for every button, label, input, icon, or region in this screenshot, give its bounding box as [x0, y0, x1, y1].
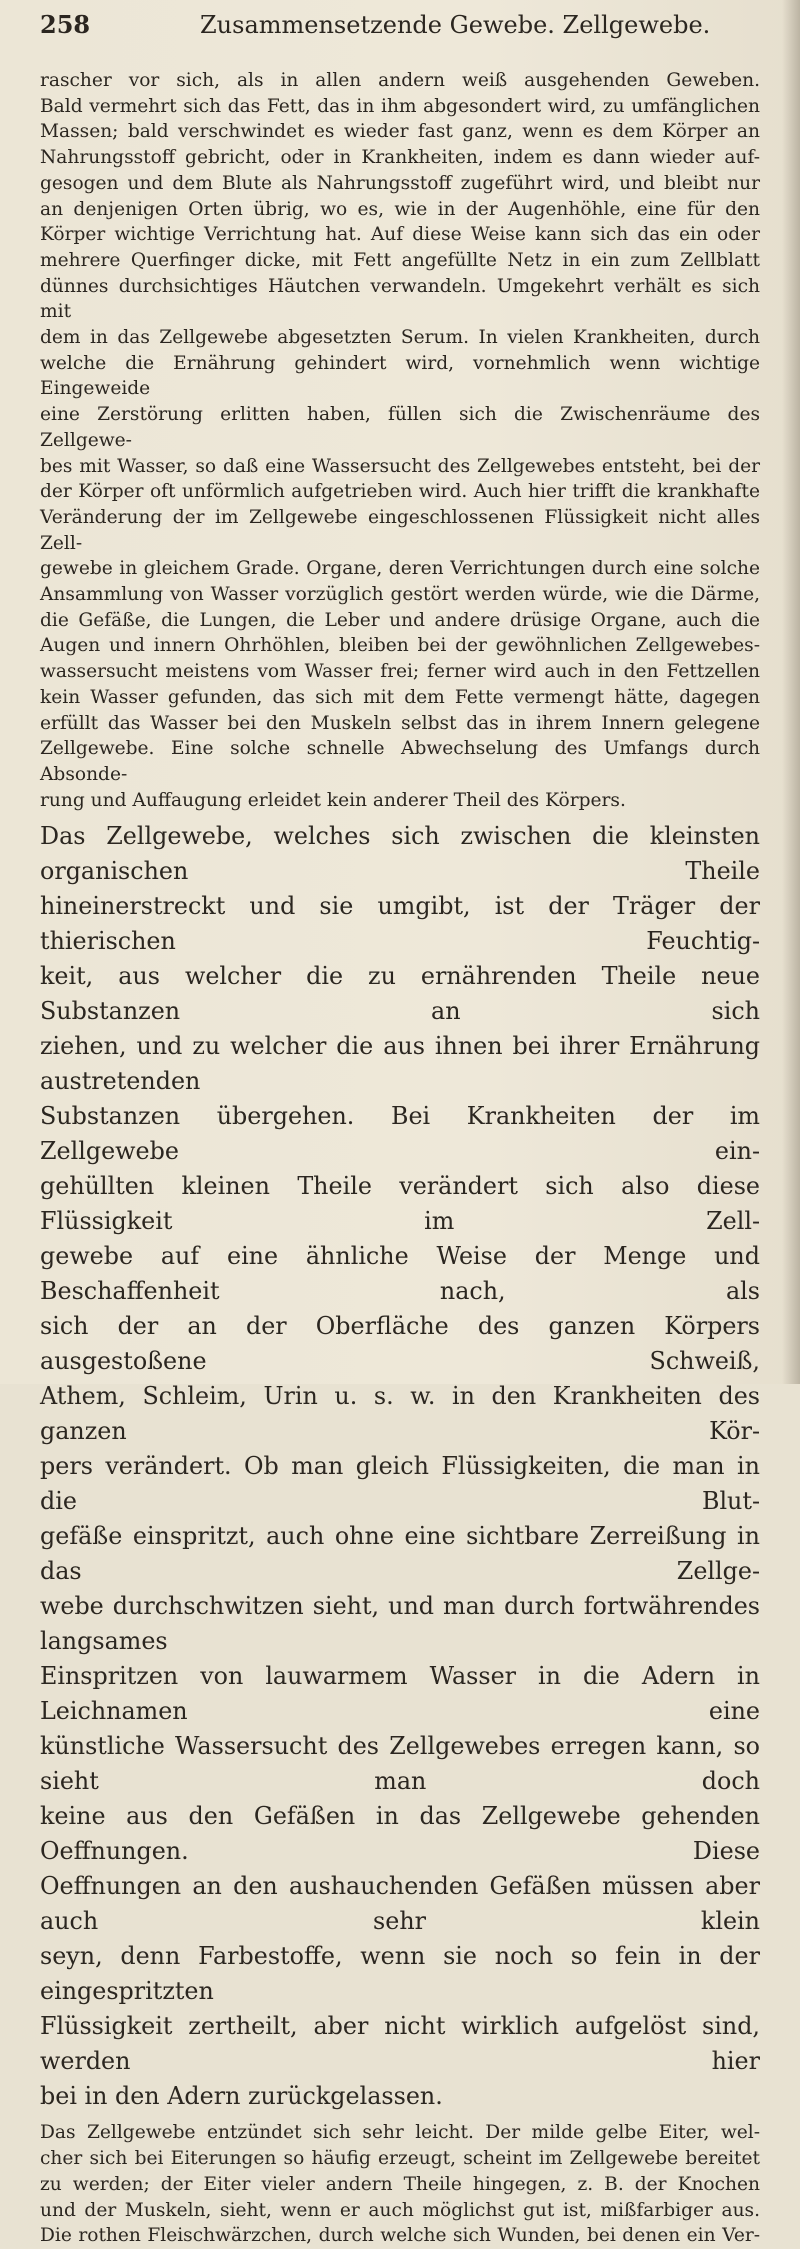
text-line: cher sich bei Eiterungen so häufig erzeugt, scheint im Zellgewebe bereitet — [40, 2148, 760, 2170]
text-line: dem in das Zellgewebe abgesetzten Serum. In vielen Krankheiten, durch — [40, 327, 760, 349]
text-line: gehüllten kleinen Theile verändert sich also diese Flüssigkeit im Zell- — [40, 1172, 760, 1236]
page-number: 258 — [40, 10, 91, 39]
text-line: Das Zellgewebe, welches sich zwischen die kleinsten organischen Theile — [40, 822, 760, 886]
text-line: gefäße einspritzt, auch ohne eine sichtbare Zerreißung in das Zellge- — [40, 1522, 760, 1586]
text-line: Substanzen übergehen. Bei Krankheiten der im Zellgewebe ein- — [40, 1102, 760, 1166]
text-line: Einspritzen von lauwarmem Wasser in die Adern in Leichnamen eine — [40, 1662, 760, 1726]
text-line: welche die Ernährung gehindert wird, vornehmlich wenn wichtige Eingeweide — [40, 352, 760, 400]
text-line: künstliche Wassersucht des Zellgewebes erregen kann, so sieht man doch — [40, 1732, 760, 1796]
page-header — [40, 10, 760, 68]
text-line: eine Zerstörung erlitten haben, füllen sich die Zwischenräume des Zellgewe- — [40, 404, 760, 451]
text-line: Zellgewebe. Eine solche schnelle Abwechselung des Umfangs durch Absonde- — [40, 738, 760, 785]
text-line: Bald vermehrt sich das Fett, das in ihm abgesondert wird, zu umfänglichen — [40, 95, 760, 117]
paragraph-2 — [40, 819, 760, 2114]
text-line: Flüssigkeit zertheilt, aber nicht wirklich aufgelöst sind, werden hier — [40, 2012, 760, 2076]
text-line: Die rothen Fleischwärzchen, durch welche sich Wunden, bei denen ein Ver- — [40, 2225, 760, 2247]
text-line: gesogen und dem Blute als Nahrungsstoff zugeführt wird, und bleibt nur — [40, 172, 760, 194]
text-line: Oeffnungen an den aushauchenden Gefäßen müssen aber auch sehr klein — [40, 1872, 760, 1936]
text-line: die Gefäße, die Lungen, die Leber und andere drüsige Organe, auch die — [40, 609, 760, 631]
paragraph-1 — [40, 68, 760, 813]
text-line: rung und Auffaugung erleidet kein anderer Theil des Körpers. — [40, 789, 626, 811]
text-line: keine aus den Gefäßen in das Zellgewebe gehenden Oeffnungen. Diese — [40, 1802, 760, 1866]
paragraph-3 — [40, 2120, 760, 2249]
text-line: rascher vor sich, als in allen andern weiß ausgehenden Geweben. — [40, 70, 760, 91]
text-line: und der Muskeln, sieht, wenn er auch möglichst gut ist, mißfarbiger aus. — [40, 2199, 760, 2221]
text-line: gewebe auf eine ähnliche Weise der Menge und Beschaffenheit nach, als — [40, 1242, 760, 1306]
text-line: seyn, denn Farbestoffe, wenn sie noch so fein in der eingespritzten — [40, 1942, 760, 2006]
text-line: hineinerstreckt und sie umgibt, ist der Träger der thierischen Feuchtig- — [40, 892, 760, 956]
text-line: gewebe in gleichem Grade. Organe, deren Verrichtungen durch eine solche — [40, 558, 760, 580]
text-line: Ansammlung von Wasser vorzüglich gestört werden würde, wie die Därme, — [40, 584, 760, 606]
text-line: sich der an der Oberfläche des ganzen Körpers ausgestoßene Schweiß, — [40, 1312, 760, 1376]
text-line: kein Wasser gefunden, das sich mit dem Fette vermengt hätte, dagegen — [40, 686, 760, 708]
text-line: ziehen, und zu welcher die aus ihnen bei ihrer Ernährung austretenden — [40, 1032, 760, 1096]
text-line: webe durchschwitzen sieht, und man durch fortwährendes langsames — [40, 1592, 760, 1656]
text-line: Körper wichtige Verrichtung hat. Auf diese Weise kann sich das ein oder — [40, 224, 760, 246]
text-line: an denjenigen Orten übrig, wo es, wie in der Augenhöhle, eine für den — [40, 198, 760, 220]
text-line: der Körper oft unförmlich aufgetrieben wird. Auch hier trifft die krankhafte — [40, 481, 760, 503]
text-line: bei in den Adern zurückgelassen. — [40, 2082, 443, 2111]
text-line: wassersucht meistens vom Wasser frei; ferner wird auch in den Fettzellen — [40, 661, 760, 683]
text-line: Nahrungsstoff gebricht, oder in Krankheiten, indem es dann wieder auf- — [40, 147, 760, 169]
text-line: keit, aus welcher die zu ernährenden Theile neue Substanzen an sich — [40, 962, 760, 1026]
text-line: pers verändert. Ob man gleich Flüssigkeiten, die man in die Blut- — [40, 1452, 760, 1516]
text-line: Veränderung der im Zellgewebe eingeschlossenen Flüssigkeit nicht alles Zell- — [40, 506, 760, 554]
text-line: dünnes durchsichtiges Häutchen verwandeln. Umgekehrt verhält es sich mit — [40, 275, 760, 323]
text-line: bes mit Wasser, so daß eine Wassersucht des Zellgewebes entsteht, bei der — [40, 455, 760, 477]
text-line: Athem, Schleim, Urin u. s. w. in den Krankheiten des ganzen Kör- — [40, 1382, 760, 1446]
text-line: mehrere Querfinger dicke, mit Fett angefüllte Netz in ein zum Zellblatt — [40, 249, 760, 271]
text-line: erfüllt das Wasser bei den Muskeln selbst das in ihrem Innern gelegene — [40, 712, 760, 734]
page-edge-shadow — [782, 0, 800, 1384]
text-line: Das Zellgewebe entzündet sich sehr leicht. Der milde gelbe Eiter, wel- — [40, 2122, 760, 2144]
text-line: Augen und innern Ohrhöhlen, bleiben bei der gewöhnlichen Zellgewebes- — [40, 635, 760, 657]
text-line: Massen; bald verschwindet es wieder fast ganz, wenn es dem Körper an — [40, 121, 760, 143]
running-head: Zusammensetzende Gewebe. Zellgewebe. — [200, 11, 711, 39]
text-line: zu werden; der Eiter vieler andern Theile hingegen, z. B. der Knochen — [40, 2173, 760, 2195]
